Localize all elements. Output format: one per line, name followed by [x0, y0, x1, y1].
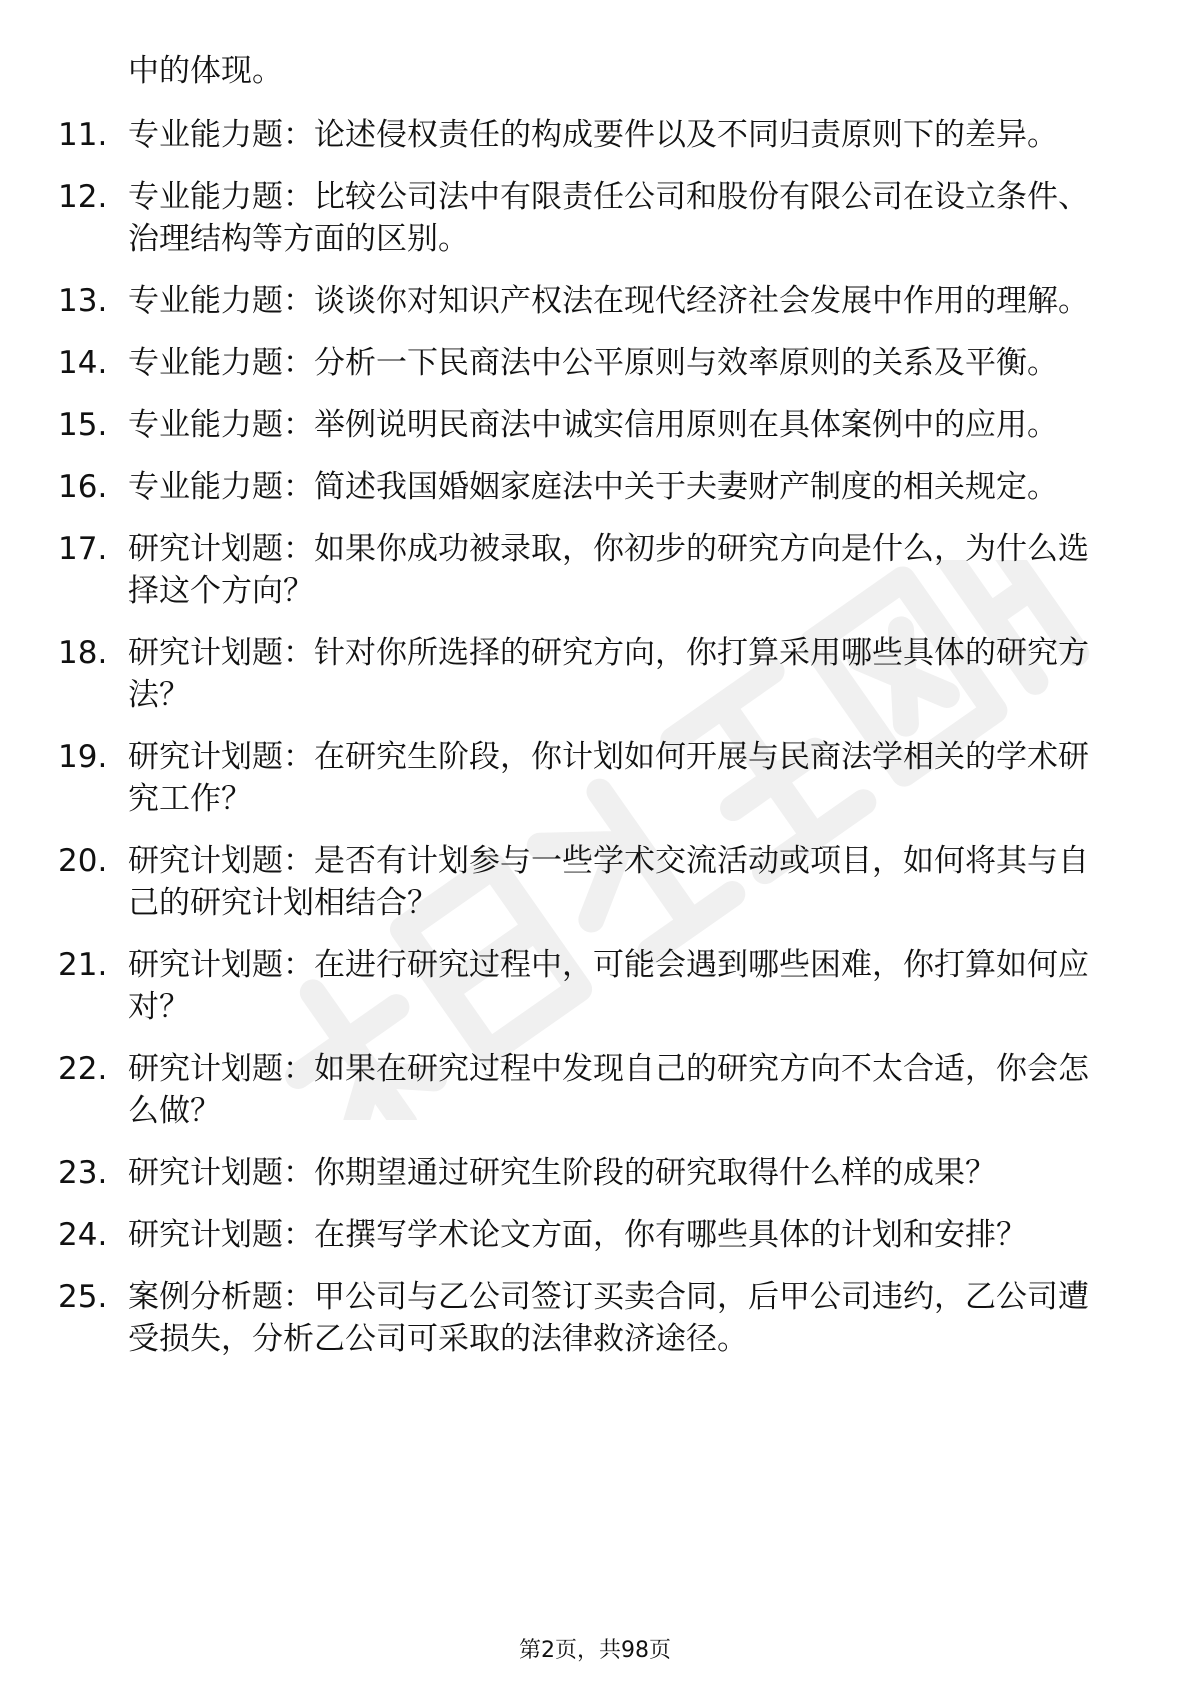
question-number: 20.: [58, 843, 108, 879]
question-number: 19.: [58, 739, 108, 775]
list-item: [0, 114, 1190, 156]
list-item: [0, 1152, 1190, 1194]
question-text: 研究计划题：你期望通过研究生阶段的研究取得什么样的成果？: [128, 1155, 996, 1191]
question-number: 11.: [58, 117, 108, 153]
list-item: [0, 528, 1190, 612]
question-number: 21.: [58, 947, 108, 983]
question-text: 案例分析题：甲公司与乙公司签订买卖合同，后甲公司违约，乙公司遭受损失，分析乙公司可采取的法律救济途径。: [128, 1279, 1089, 1357]
list-item: [0, 736, 1190, 820]
list-item: [0, 342, 1190, 384]
question-text: 专业能力题：分析一下民商法中公平原则与效率原则的关系及平衡。: [128, 345, 1058, 381]
question-text: 研究计划题：在撰写学术论文方面，你有哪些具体的计划和安排？: [128, 1217, 1027, 1253]
question-number: 24.: [58, 1217, 108, 1253]
question-text: 研究计划题：针对你所选择的研究方向，你打算采用哪些具体的研究方法？: [128, 635, 1089, 713]
question-number: 12.: [58, 179, 108, 215]
continuation-text: 中的体现。: [128, 53, 283, 89]
question-text: 研究计划题：如果在研究过程中发现自己的研究方向不太合适，你会怎么做？: [128, 1051, 1089, 1129]
list-item: [0, 632, 1190, 716]
list-item: [0, 840, 1190, 924]
question-text: 专业能力题：举例说明民商法中诚实信用原则在具体案例中的应用。: [128, 407, 1058, 443]
question-list: [0, 114, 1190, 1380]
list-item: [0, 280, 1190, 322]
question-text: 研究计划题：是否有计划参与一些学术交流活动或项目，如何将其与自己的研究计划相结合？: [128, 843, 1089, 921]
list-item: [0, 404, 1190, 446]
list-item: [0, 944, 1190, 1028]
list-item: [0, 1048, 1190, 1132]
question-number: 13.: [58, 283, 108, 319]
question-text: 专业能力题：论述侵权责任的构成要件以及不同归责原则下的差异。: [128, 117, 1058, 153]
question-number: 14.: [58, 345, 108, 381]
question-number: 16.: [58, 469, 108, 505]
question-number: 18.: [58, 635, 108, 671]
question-text: 专业能力题：简述我国婚姻家庭法中关于夫妻财产制度的相关规定。: [128, 469, 1058, 505]
question-number: 17.: [58, 531, 108, 567]
question-number: 15.: [58, 407, 108, 443]
question-text: 研究计划题：在进行研究过程中，可能会遇到哪些困难，你打算如何应对？: [128, 947, 1089, 1025]
question-text: 研究计划题：在研究生阶段，你计划如何开展与民商法学相关的学术研究工作？: [128, 739, 1089, 817]
list-item: [0, 1214, 1190, 1256]
page-footer: 第2页，共98页: [519, 1638, 671, 1663]
question-number: 25.: [58, 1279, 108, 1315]
question-text: 专业能力题：谈谈你对知识产权法在现代经济社会发展中作用的理解。: [128, 283, 1089, 319]
question-text: 研究计划题：如果你成功被录取，你初步的研究方向是什么，为什么选择这个方向？: [128, 531, 1089, 609]
question-number: 22.: [58, 1051, 108, 1087]
question-number: 23.: [58, 1155, 108, 1191]
list-item: [0, 466, 1190, 508]
list-item: [0, 176, 1190, 260]
list-item: [0, 1276, 1190, 1360]
question-text: 专业能力题：比较公司法中有限责任公司和股份有限公司在设立条件、治理结构等方面的区别。: [128, 179, 1089, 257]
